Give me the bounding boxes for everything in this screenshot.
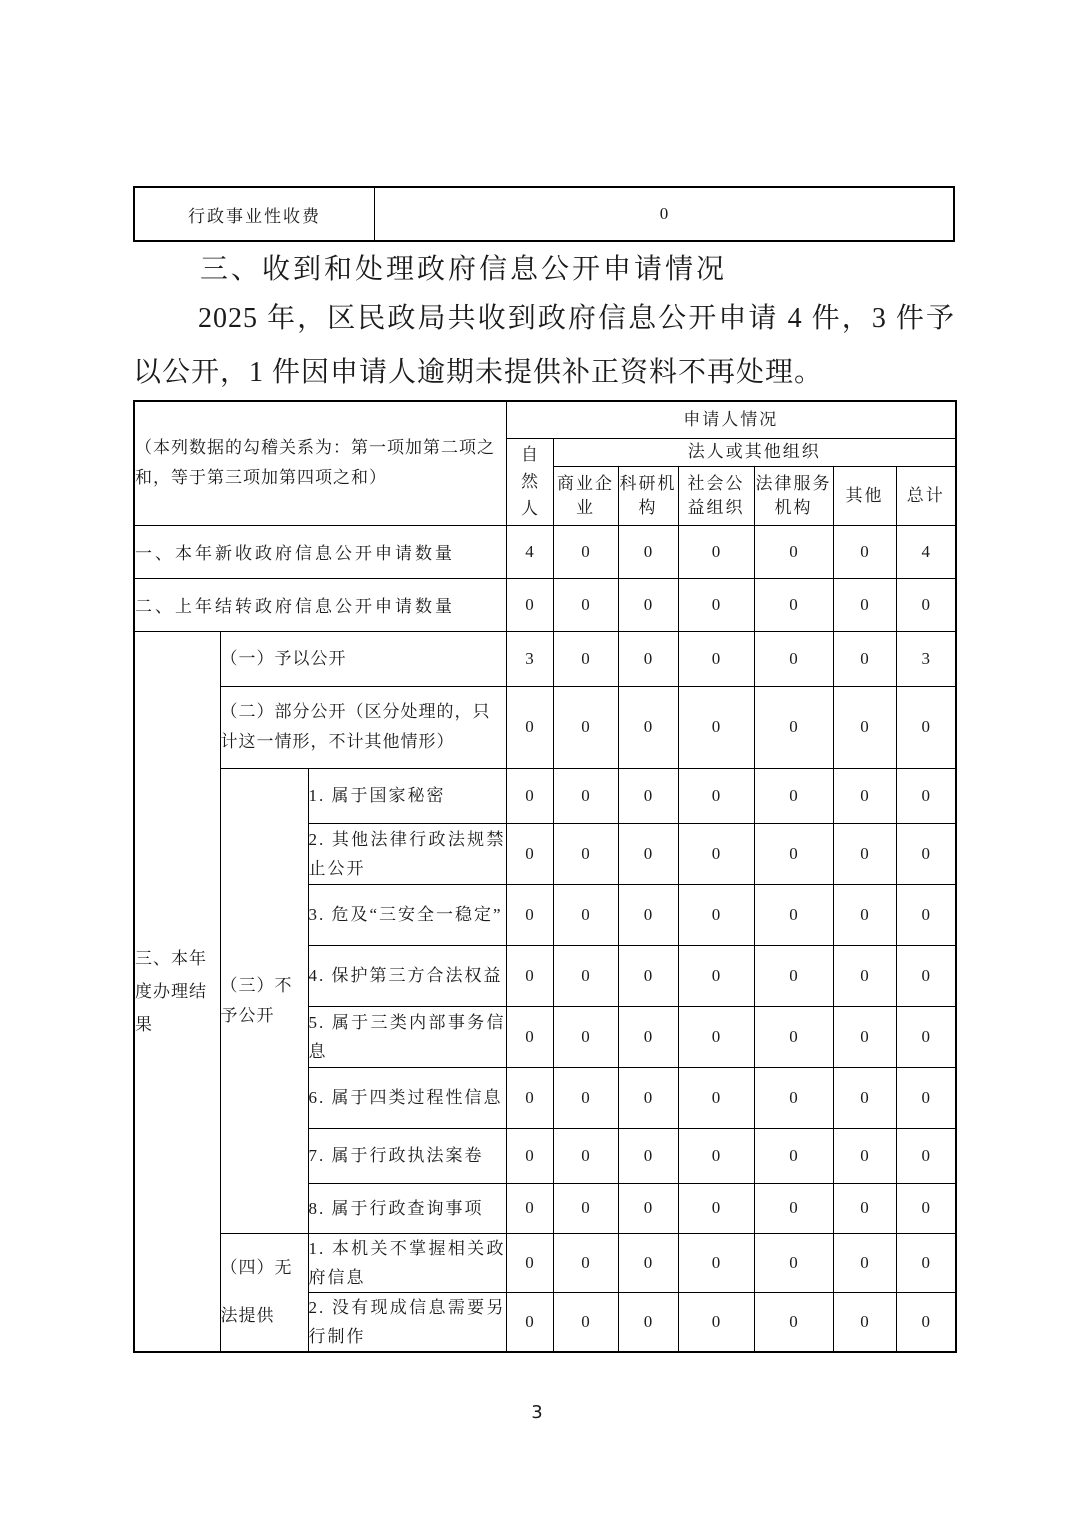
value-cell: 0 [833,578,896,631]
value-cell: 0 [833,1006,896,1067]
header-legal-or-other: 法人或其他组织 [553,438,956,466]
item-label: 6. 属于四类过程性信息 [308,1067,506,1128]
value-cell: 0 [754,945,833,1006]
applications-table [133,400,957,1353]
item-label: 8. 属于行政查询事项 [308,1183,506,1233]
value-cell: 0 [896,1128,956,1183]
value-cell: 0 [506,1006,553,1067]
body-paragraph: 2025 年，区民政局共收到政府信息公开申请 4 件，3 件予以公开，1 件因申请人逾期未提供补正资料不再处理。 [133,303,955,388]
value-cell: 0 [833,1292,896,1352]
value-cell: 0 [678,578,754,631]
header-col-legal-service: 法律服务机构 [754,466,833,525]
value-cell: 0 [754,578,833,631]
value-cell: 0 [754,823,833,884]
value-cell: 0 [833,525,896,578]
value-cell: 0 [896,1067,956,1128]
value-cell: 0 [896,768,956,823]
value-cell: 0 [896,1183,956,1233]
value-cell: 0 [833,823,896,884]
row-refused-1 [134,768,956,823]
value-cell: 0 [754,1006,833,1067]
value-cell: 0 [506,1128,553,1183]
value-cell: 0 [678,945,754,1006]
header-natural-person [506,438,553,525]
value-cell: 0 [896,884,956,945]
value-cell: 3 [896,631,956,686]
item-label: 5. 属于三类内部事务信息 [308,1006,506,1067]
value-cell: 0 [618,823,678,884]
value-cell: 0 [678,1128,754,1183]
value-cell: 0 [896,1292,956,1352]
row-label-granted: （一）予以公开 [220,631,506,686]
value-cell: 0 [618,631,678,686]
value-cell: 0 [553,686,618,768]
header-col-other: 其他 [833,466,896,525]
item-label: 4. 保护第三方合法权益 [308,945,506,1006]
value-cell: 0 [506,578,553,631]
header-col-research: 科研机构 [618,466,678,525]
value-cell: 0 [896,1006,956,1067]
value-cell: 4 [506,525,553,578]
row-partial [134,686,956,768]
value-cell: 0 [553,1128,618,1183]
item-label: 1. 本机关不掌握相关政府信息 [308,1233,506,1292]
header-col-public-welfare: 社会公益组织 [678,466,754,525]
header-col-commercial: 商业企业 [553,466,618,525]
item-label: 2. 其他法律行政法规禁止公开 [308,823,506,884]
value-cell: 0 [553,823,618,884]
value-cell: 0 [896,945,956,1006]
value-cell: 0 [618,525,678,578]
value-cell: 0 [754,768,833,823]
natural-person-label: 自然人 [521,445,538,518]
value-cell: 0 [754,1233,833,1292]
header-applicant-status: 申请人情况 [506,401,956,438]
header-row-1 [134,401,956,438]
row-carryover-applications [134,578,956,631]
value-cell: 0 [896,823,956,884]
row-granted [134,631,956,686]
value-cell: 0 [506,1292,553,1352]
value-cell: 0 [678,1006,754,1067]
value-cell: 0 [553,631,618,686]
value-cell: 0 [506,1183,553,1233]
group-label-unable: （四）无法提供 [220,1233,308,1352]
value-cell: 0 [553,1006,618,1067]
value-cell: 0 [754,884,833,945]
value-cell: 0 [678,525,754,578]
item-label: 1. 属于国家秘密 [308,768,506,823]
value-cell: 0 [833,1128,896,1183]
value-cell: 0 [618,1183,678,1233]
value-cell: 0 [553,768,618,823]
group-label-refused: （三）不予公开 [220,768,308,1233]
value-cell: 0 [553,1067,618,1128]
value-cell: 0 [618,768,678,823]
item-label: 7. 属于行政执法案卷 [308,1128,506,1183]
value-cell: 0 [754,631,833,686]
value-cell: 0 [678,631,754,686]
value-cell: 4 [896,525,956,578]
value-cell: 0 [553,945,618,1006]
value-cell: 0 [833,1183,896,1233]
value-cell: 0 [618,1233,678,1292]
value-cell: 0 [618,686,678,768]
value-cell: 0 [678,1183,754,1233]
value-cell: 0 [833,884,896,945]
value-cell: 0 [618,578,678,631]
value-cell: 0 [553,884,618,945]
value-cell: 0 [678,1233,754,1292]
value-cell: 0 [553,1233,618,1292]
value-cell: 0 [506,823,553,884]
row-label: 二、上年结转政府信息公开申请数量 [134,578,506,631]
value-cell: 0 [833,768,896,823]
row-label-partial: （二）部分公开（区分处理的，只计这一情形，不计其他情形） [220,686,506,768]
fee-row-value: 0 [659,204,669,223]
value-cell: 0 [833,631,896,686]
value-cell: 0 [754,1128,833,1183]
value-cell: 0 [506,884,553,945]
value-cell: 0 [754,686,833,768]
value-cell: 0 [833,1067,896,1128]
value-cell: 0 [833,686,896,768]
value-cell: 0 [618,1006,678,1067]
value-cell: 0 [618,884,678,945]
value-cell: 0 [506,1233,553,1292]
section-label-results: 三、本年度办理结果 [134,631,220,1352]
value-cell: 0 [754,1292,833,1352]
value-cell: 0 [754,1183,833,1233]
value-cell: 0 [678,1067,754,1128]
value-cell: 0 [506,945,553,1006]
value-cell: 0 [678,1292,754,1352]
value-cell: 0 [506,1067,553,1128]
row-unable-1 [134,1233,956,1292]
header-col-total: 总计 [896,466,956,525]
page-number: 3 [531,1402,543,1423]
value-cell: 0 [553,525,618,578]
note-cell: （本列数据的勾稽关系为：第一项加第二项之和，等于第三项加第四项之和） [134,401,506,525]
value-cell: 0 [678,884,754,945]
value-cell: 0 [678,768,754,823]
value-cell: 0 [506,768,553,823]
value-cell: 0 [678,823,754,884]
section-heading: 三、收到和处理政府信息公开申请情况 [200,254,728,285]
value-cell: 0 [618,945,678,1006]
value-cell: 0 [896,686,956,768]
value-cell: 0 [833,1233,896,1292]
fee-table [133,186,955,242]
value-cell: 0 [833,945,896,1006]
value-cell: 3 [506,631,553,686]
value-cell: 0 [618,1128,678,1183]
value-cell: 0 [754,1067,833,1128]
value-cell: 0 [553,1292,618,1352]
value-cell: 0 [618,1292,678,1352]
row-new-applications [134,525,956,578]
value-cell: 0 [754,525,833,578]
value-cell: 0 [896,578,956,631]
value-cell: 0 [553,1183,618,1233]
value-cell: 0 [553,578,618,631]
row-label: 一、本年新收政府信息公开申请数量 [134,525,506,578]
fee-row-label: 行政事业性收费 [135,188,375,240]
value-cell: 0 [896,1233,956,1292]
value-cell: 0 [506,686,553,768]
item-label: 3. 危及“三安全一稳定” [308,884,506,945]
item-label: 2. 没有现成信息需要另行制作 [308,1292,506,1352]
value-cell: 0 [618,1067,678,1128]
value-cell: 0 [678,686,754,768]
